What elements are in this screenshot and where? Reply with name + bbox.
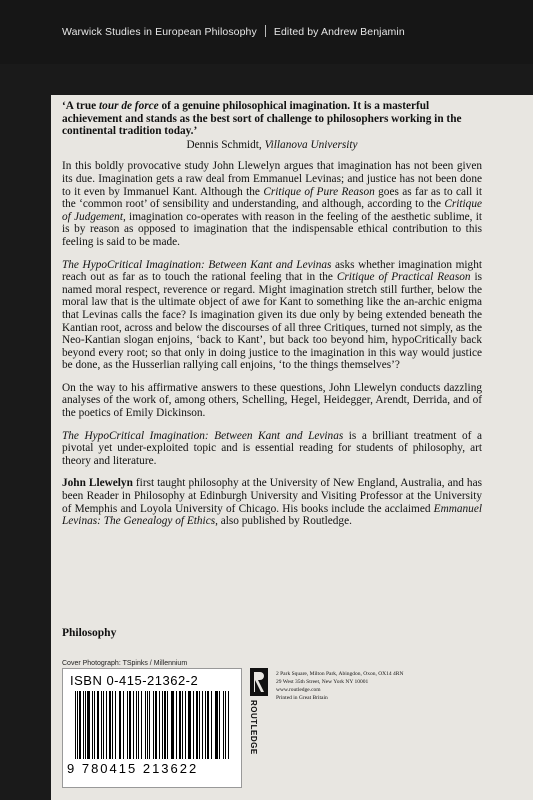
series-divider <box>265 25 266 37</box>
barcode-stripe <box>211 691 212 759</box>
paragraph-2: The HypoCritical Imagination: Between Kant and Levinas asks whether imagination might reach out as far as to touch the rational feeling that in the Critique of Practical Reason is named moral respect, reverence or regard. Might imagination stretch still further, below the moral law that is the ultimate object of awe for Kant to something like the an-archic enigma that Levinas calls the face? Is imagination given its due only by being extended beneath the Kantian root, across and below the discourses of all three Critiques, turned not simply, as the Neo-Kantian slogan enjoins, ‘back to Kant’, but back too beyond him, hypoCritically back beyond every root; so that only in doing justice to the imagination in this way would justice be done, as the Husserlian rallying call enjoins, ‘to the things themselves’? <box>62 258 483 372</box>
blurb-text <box>62 100 482 528</box>
barcode-stripe <box>172 691 173 759</box>
barcode-stripe <box>133 691 134 759</box>
barcode-stripe <box>171 691 172 759</box>
barcode-stripe <box>176 691 177 759</box>
barcode-stripe <box>127 691 128 759</box>
barcode-stripe <box>207 691 209 759</box>
barcode-number: 9 780415 213622 <box>67 761 199 776</box>
barcode-stripe <box>77 691 78 759</box>
barcode-stripe <box>223 691 224 759</box>
routledge-logo-icon <box>250 668 268 696</box>
barcode-stripe <box>162 691 163 759</box>
barcode-stripe <box>225 691 226 759</box>
barcode-stripe <box>120 691 121 759</box>
barcode-stripe <box>119 691 120 759</box>
author-bio: John Llewelyn first taught philosophy at the University of New England, Australia, and has been Reader in Philosophy at Edinburgh University and Visiting Professor at the University of Memphis and Loyola University of Chicago. His books include the acclaimed Emmanuel Levinas: The Genealogy of Ethics, also published by Routledge. <box>62 477 482 528</box>
barcode-stripe <box>83 691 84 759</box>
publisher-address: 2 Park Square, Milton Park, Abingdon, Oxon, OX14 4RN 29 West 35th Street, New York NY 10001 www.routledge.com Printed in Great Britain <box>276 671 404 701</box>
barcode-stripe <box>141 691 142 759</box>
barcode-stripe <box>179 691 181 759</box>
paragraph-3: On the way to his affirmative answers to these questions, John Llewelyn conducts dazzling analyses of the work of, among others, Schelling, Hegel, Heidegger, Arendt, Derrida, and of the poetics of Emily Dickinson. <box>62 381 482 420</box>
barcode-stripe <box>97 691 98 759</box>
isbn-label: ISBN 0-415-21362-2 <box>70 673 199 688</box>
barcode-stripe <box>199 691 200 759</box>
barcode-stripe <box>87 691 89 759</box>
barcode-stripe <box>155 691 157 759</box>
barcode-stripe <box>228 691 229 759</box>
barcode-stripe <box>159 691 160 759</box>
barcode-stripe <box>193 691 194 759</box>
barcode-stripe <box>196 691 197 759</box>
barcode-stripe <box>182 691 183 759</box>
barcode-icon <box>75 691 231 759</box>
paragraph-4: The HypoCritical Imagination: Between Kant and Levinas is a brilliant treatment of a pivotal yet under-exploited topic and is essential reading for students of philosophy, art theory and literature. <box>62 429 482 467</box>
quote-attribution: Dennis Schmidt, Villanova University <box>186 138 358 151</box>
barcode-stripe <box>92 691 93 759</box>
cover-photo-credit: Cover Photograph: TSpinks / Millennium <box>62 660 188 667</box>
barcode-stripe <box>79 691 80 759</box>
barcode-stripe <box>149 691 150 759</box>
barcode-stripe <box>202 691 203 759</box>
barcode-stripe <box>215 691 216 759</box>
barcode-stripe <box>216 691 217 759</box>
barcode-stripe <box>112 691 113 759</box>
barcode-stripe <box>106 691 107 759</box>
barcode-stripe <box>147 691 148 759</box>
barcode-stripe <box>219 691 220 759</box>
barcode-stripe <box>101 691 102 759</box>
review-quote: ‘A true tour de force of a genuine philosophical imagination. It is a masterful achievement and stands as the best sort of challenge to philosophers working in the continental tradition today.’ <box>62 100 462 138</box>
publisher-name: ROUTLEDGE <box>249 700 258 755</box>
barcode-stripe <box>205 691 206 759</box>
series-line <box>62 25 405 38</box>
barcode-stripe <box>136 691 137 759</box>
barcode-stripe <box>164 691 165 759</box>
barcode-stripe <box>103 691 104 759</box>
barcode-stripe <box>190 691 191 759</box>
series-title: Warwick Studies in European Philosophy <box>62 26 257 38</box>
barcode-stripe <box>85 691 86 759</box>
barcode-stripe <box>138 691 139 759</box>
series-banner <box>0 0 533 64</box>
barcode-stripe <box>185 691 186 759</box>
barcode-stripe <box>94 691 95 759</box>
subject-category: Philosophy <box>62 627 117 639</box>
barcode-stripe <box>145 691 146 759</box>
barcode-stripe <box>123 691 124 759</box>
barcode-stripe <box>109 691 111 759</box>
barcode-stripe <box>153 691 154 759</box>
paragraph-1: In this boldly provocative study John Llewelyn argues that imagination has not been given its due. Imagination gets a raw deal from Emmanuel Levinas; and justice has not been done to it even by Immanuel Kant. Although the Critique of Pure Reason goes as far as to call it the ‘common root’ of sensibility and understanding, and although, according to the Critique of Judgement, imagination co-operates with reason in the feeling of the aesthetic sublime, it is by reason as opposed to imagination that the indispensable ethical contribution to this feeling is said to be made. <box>62 160 482 248</box>
barcode-box <box>62 668 242 788</box>
barcode-stripe <box>115 691 116 759</box>
barcode-stripe <box>129 691 131 759</box>
barcode-stripe <box>167 691 168 759</box>
series-editor: Edited by Andrew Benjamin <box>273 26 405 38</box>
barcode-stripe <box>75 691 76 759</box>
barcode-stripe <box>188 691 189 759</box>
